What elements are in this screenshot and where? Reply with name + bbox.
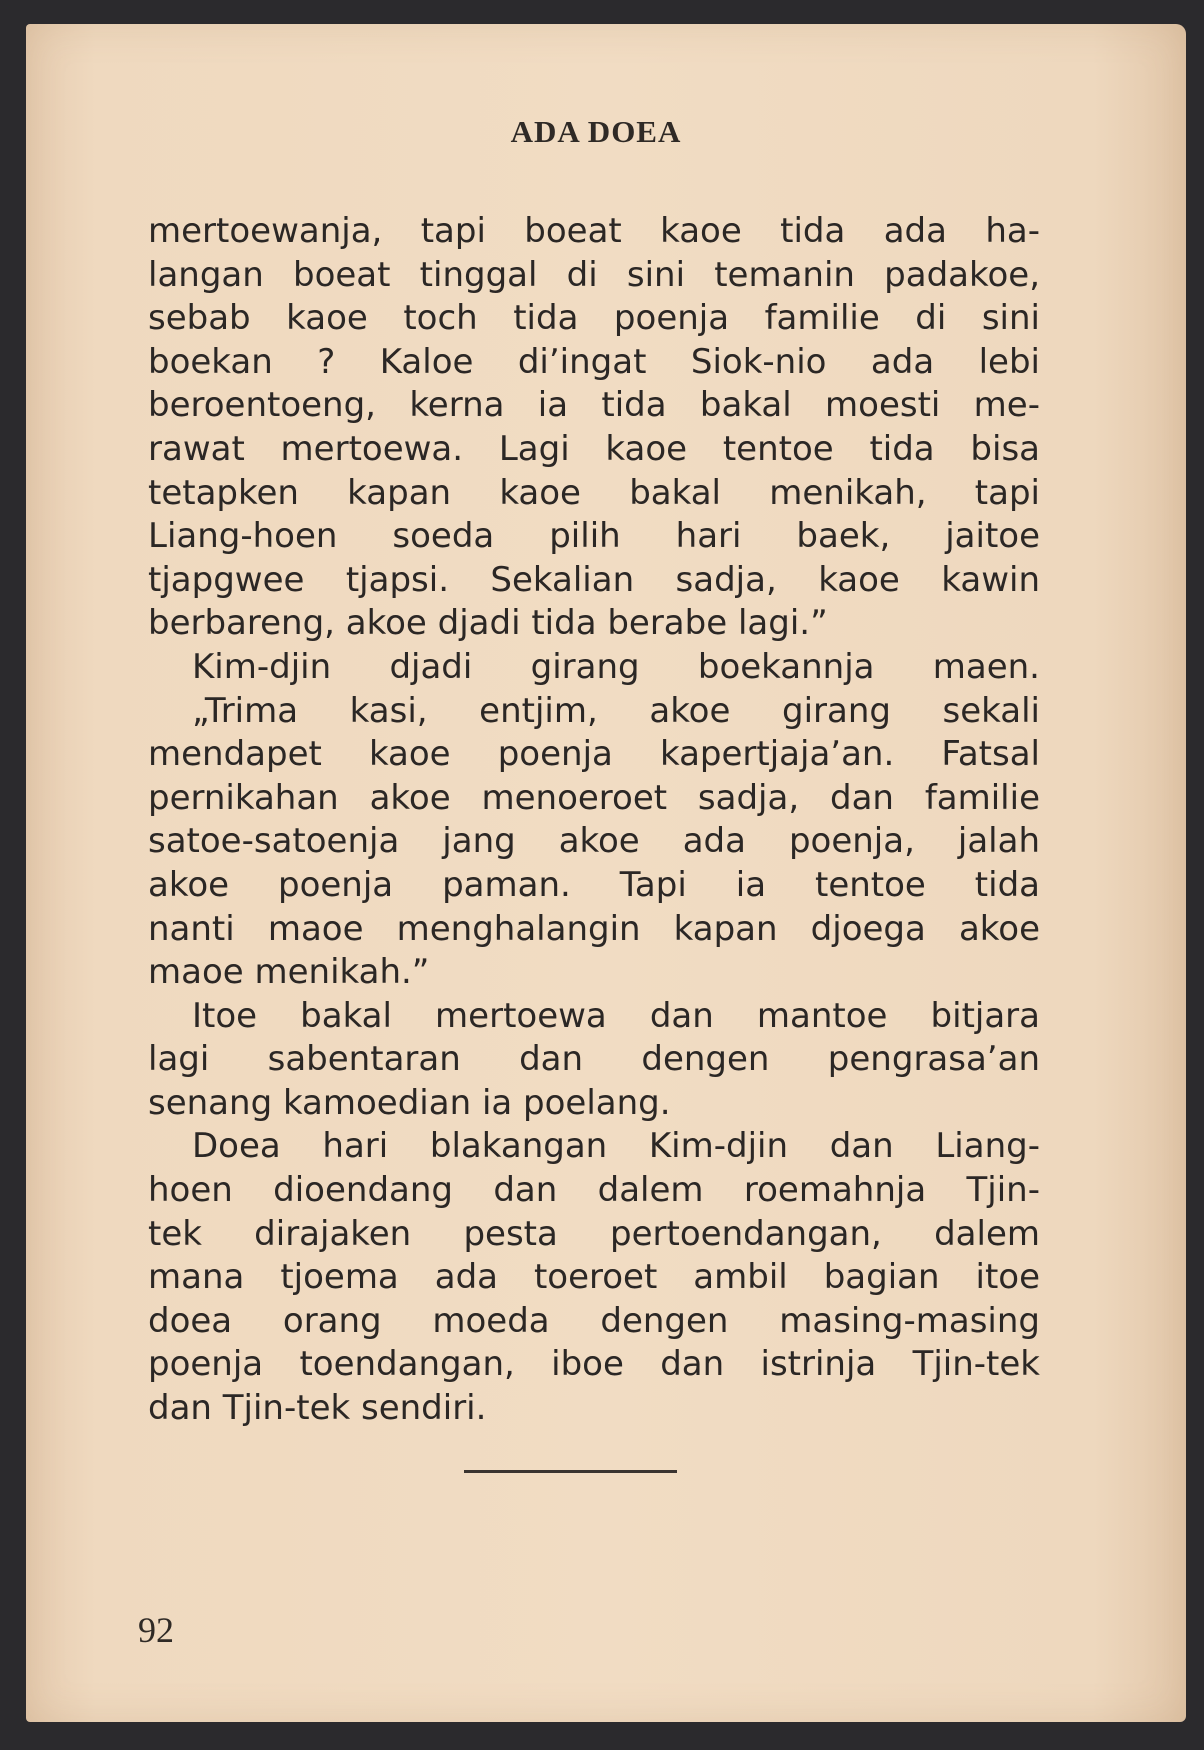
text-line: maoe menikah.” [148, 952, 430, 993]
text-line: „Trima kasi, entjim, akoe girang sekali [192, 690, 1040, 731]
text-line: pernikahan akoe menoeroet sadja, dan familie [148, 777, 1040, 818]
text-line: tek dirajaken pesta pertoendangan, dalem [148, 1213, 1040, 1254]
text-line: tetapken kapan kaoe bakal menikah, tapi [148, 472, 1040, 513]
text-line: doea orang moeda dengen masing-masing [148, 1300, 1040, 1341]
text-line: mana tjoema ada toeroet ambil bagian itoe [148, 1257, 1040, 1298]
text-line: mertoewanja, tapi boeat kaoe tida ada ha- [148, 211, 1040, 251]
text-line: Liang-hoen soeda pilih hari baek, jaitoe [148, 516, 1040, 557]
text-line: rawat mertoewa. Lagi kaoe tentoe tida bisa [148, 428, 1040, 469]
text-line: boekan ? Kaloe di’ingat Siok-nio ada lebi [148, 341, 1040, 382]
page-number: 92 [138, 1610, 174, 1650]
text-line: mendapet kaoe poenja kapertjaja’an. Fatsal [148, 734, 1040, 775]
book-page [26, 24, 1186, 1722]
running-head: ADA DOEA [510, 114, 682, 149]
text-line: Doea hari blakangan Kim-djin dan Liang- [192, 1126, 1040, 1167]
text-line: senang kamoedian ia poelang. [148, 1082, 671, 1123]
text-line: nanti maoe menghalangin kapan djoega akoe [148, 908, 1040, 949]
text-line: dan Tjin-tek sendiri. [148, 1388, 487, 1429]
text-line: sebab kaoe toch tida poenja familie di sini [148, 298, 1040, 339]
text-line: Itoe bakal mertoewa dan mantoe bitjara [192, 995, 1040, 1036]
text-line: lagi sabentaran dan dengen pengrasa’an [148, 1039, 1040, 1080]
text-line: tjapgwee tjapsi. Sekalian sadja, kaoe kawin [148, 559, 1040, 600]
text-line: beroentoeng, kerna ia tida bakal moesti me- [148, 385, 1040, 426]
body-text [148, 210, 1040, 1431]
text-line: berbareng, akoe djadi tida berabe lagi.” [148, 603, 828, 644]
text-line: Kim-djin djadi girang boekannja maen. [192, 646, 1040, 687]
text-line: poenja toendangan, iboe dan istrinja Tjin-tek [148, 1344, 1040, 1385]
text-line: akoe poenja paman. Tapi ia tentoe tida [148, 864, 1040, 905]
text-line: hoen dioendang dan dalem roemahnja Tjin- [148, 1170, 1040, 1211]
text-line: satoe-satoenja jang akoe ada poenja, jalah [148, 821, 1040, 862]
text-line: langan boeat tinggal di sini temanin padakoe, [148, 254, 1040, 295]
section-end-rule [464, 1470, 677, 1473]
